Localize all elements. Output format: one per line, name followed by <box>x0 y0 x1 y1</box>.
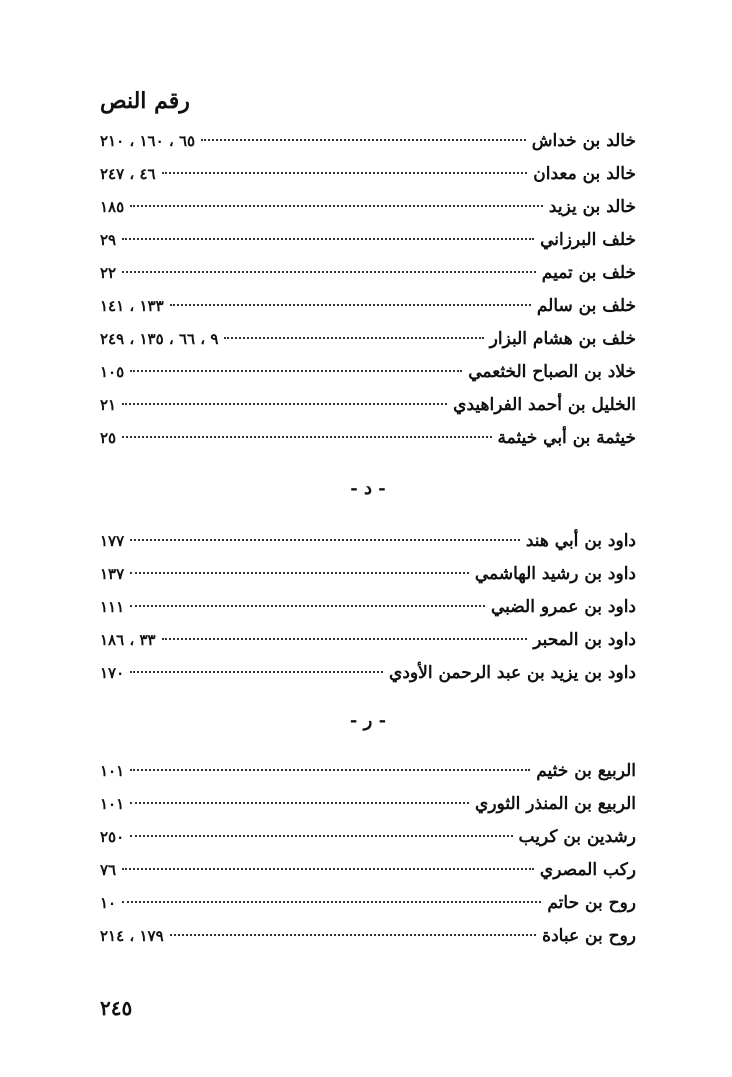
index-entry <box>100 920 636 953</box>
entry-refs: ١٧٩ ، ٢١٤ <box>100 927 164 945</box>
entry-name: خالد بن معدان <box>533 164 636 184</box>
entry-refs: ١٣٧ <box>100 565 125 583</box>
entry-name: ركب المصري <box>539 860 636 880</box>
leader-dots <box>130 835 512 837</box>
leader-dots <box>122 271 536 273</box>
index-entry <box>100 224 636 257</box>
entry-name: روح بن حاتم <box>547 893 636 913</box>
entry-name: رشدين بن كريب <box>518 827 636 847</box>
index-section-kha <box>100 125 636 455</box>
leader-dots <box>130 671 383 673</box>
index-entry <box>100 755 636 788</box>
page-number: ٢٤٥ <box>100 996 133 1020</box>
leader-dots <box>122 436 491 438</box>
entry-refs: ٢١ <box>100 396 117 414</box>
entry-name: الربيع بن المنذر الثوري <box>475 794 636 814</box>
entry-refs: ٢٩ <box>100 231 117 249</box>
index-entry <box>100 191 636 224</box>
index-entry <box>100 624 636 657</box>
leader-dots <box>122 868 534 870</box>
column-title: رقم النص <box>100 88 190 114</box>
entry-refs: ١٠١ <box>100 795 125 813</box>
entry-refs: ١٠١ <box>100 762 125 780</box>
leader-dots <box>170 934 537 936</box>
index-entry <box>100 257 636 290</box>
leader-dots <box>130 605 485 607</box>
leader-dots <box>130 370 462 372</box>
entry-refs: ٢٥٠ <box>100 828 125 846</box>
index-entry <box>100 788 636 821</box>
entry-name: خالد بن خداش <box>531 131 636 151</box>
entry-refs: ١٠٥ <box>100 363 125 381</box>
leader-dots <box>130 769 530 771</box>
index-entry <box>100 821 636 854</box>
entry-refs: ١٧٠ <box>100 664 125 682</box>
entry-name: خالد بن يزيد <box>548 197 636 217</box>
leader-dots <box>201 139 526 141</box>
leader-dots <box>122 238 534 240</box>
leader-dots <box>170 304 531 306</box>
entry-name: خلف بن هشام البزار <box>489 329 636 349</box>
index-section-ra <box>100 755 636 953</box>
leader-dots <box>162 172 528 174</box>
entry-refs: ٢٢ <box>100 264 117 282</box>
index-entry <box>100 158 636 191</box>
letter-heading-ra: - ر - <box>349 710 387 731</box>
leader-dots <box>130 802 469 804</box>
leader-dots <box>130 572 469 574</box>
entry-refs: ٤٦ ، ٢٤٧ <box>100 165 156 183</box>
entry-refs: ١١١ <box>100 598 125 616</box>
entry-name: الخليل بن أحمد الفراهيدي <box>453 395 636 415</box>
entry-refs: ٧٦ <box>100 861 117 879</box>
index-entry <box>100 854 636 887</box>
index-entry <box>100 422 636 455</box>
index-entry <box>100 657 636 690</box>
entry-name: خلاد بن الصباح الخثعمي <box>468 362 636 382</box>
entry-name: خلف البرزاني <box>540 230 636 250</box>
entry-name: خيثمة بن أبي خيثمة <box>497 428 636 448</box>
entry-refs: ٣٣ ، ١٨٦ <box>100 631 156 649</box>
index-entry <box>100 290 636 323</box>
entry-refs: ٦٥ ، ١٦٠ ، ٢١٠ <box>100 132 196 150</box>
entry-refs: ٢٥ <box>100 429 117 447</box>
index-entry <box>100 525 636 558</box>
index-entry <box>100 558 636 591</box>
entry-name: الربيع بن خثيم <box>536 761 636 781</box>
leader-dots <box>130 205 543 207</box>
letter-heading-dal: - د - <box>350 478 386 499</box>
leader-dots <box>224 337 483 339</box>
entry-refs: ١٧٧ <box>100 532 125 550</box>
entry-name: داود بن أبي هند <box>525 531 636 551</box>
leader-dots <box>130 539 520 541</box>
leader-dots <box>162 638 528 640</box>
entry-name: داود بن يزيد بن عبد الرحمن الأودي <box>389 663 636 683</box>
index-entry <box>100 125 636 158</box>
entry-name: داود بن رشيد الهاشمي <box>474 564 636 584</box>
index-section-dal <box>100 525 636 690</box>
index-entry <box>100 323 636 356</box>
index-entry <box>100 356 636 389</box>
entry-refs: ١٠ <box>100 894 117 912</box>
index-entry <box>100 887 636 920</box>
entry-refs: ١٣٣ ، ١٤١ <box>100 297 164 315</box>
entry-name: داود بن عمرو الضبي <box>490 597 636 617</box>
leader-dots <box>122 901 541 903</box>
entry-refs: ١٨٥ <box>100 198 125 216</box>
index-entry <box>100 591 636 624</box>
index-entry <box>100 389 636 422</box>
entry-name: خلف بن تميم <box>541 263 636 283</box>
entry-name: داود بن المحبر <box>533 630 636 650</box>
entry-name: روح بن عبادة <box>542 926 636 946</box>
leader-dots <box>122 403 447 405</box>
entry-refs: ٩ ، ٦٦ ، ١٣٥ ، ٢٤٩ <box>100 330 219 348</box>
entry-name: خلف بن سالم <box>536 296 636 316</box>
